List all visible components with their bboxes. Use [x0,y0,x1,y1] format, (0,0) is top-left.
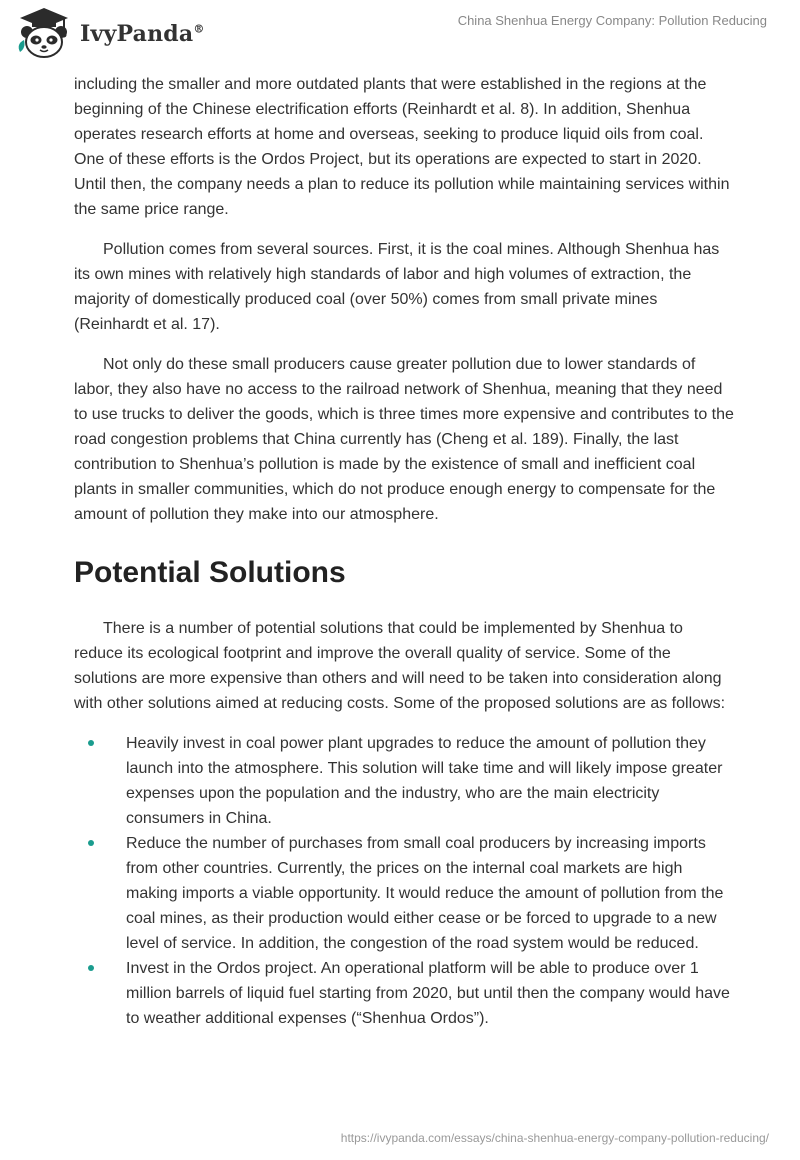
document-title: China Shenhua Energy Company: Pollution Reducing [457,13,767,28]
bullet-icon [88,965,94,971]
brand-name: IvyPanda® [80,21,205,47]
list-item [74,731,734,831]
page-header [0,0,800,72]
bullet-icon [88,840,94,846]
paragraph: Pollution comes from several sources. First, it is the coal mines. Although Shenhua has its own mines with relatively high standards of labor and high volumes of extraction, the majority of domestically produced coal (over 50%) comes from small private mines (Reinhardt et al. 17). [74,241,720,333]
list-item-text: Reduce the number of purchases from small coal producers by increasing imports from other countries. Currently, the prices on the internal coal markets are high making imports a viable opportunity. It would reduce the amount of pollution from the coal mines, as their production would either cease or be forced to upgrade to a new level of service. In addition, the congestion of the road system would be reduced. [126,835,724,952]
section-heading: Potential Solutions [74,556,346,589]
bullet-icon [88,740,94,746]
source-url-link[interactable]: https://ivypanda.com/essays/china-shenhua-energy-company-pollution-reducing/ [340,1131,769,1145]
intro-paragraph: There is a number of potential solutions that could be implemented by Shenhua to reduce its ecological footprint and improve the overall quality of service. Some of the solutions are more expensive than others and will need to be taken into consideration along with other solutions aimed at reducing costs. Some of the proposed solutions are as follows: [74,620,726,712]
solutions-list [74,731,734,1031]
paragraph: including the smaller and more outdated plants that were established in the regions at the beginning of the Chinese electrification efforts (Reinhardt et al. 8). In addition, Shenhua operates research efforts at home and overseas, seeking to produce liquid oils from coal. One of these efforts is the Ordos Project, but its operations are expected to start in 2020. Until then, the company needs a plan to reduce its pollution while maintaining services within the same price range. [74,76,730,218]
article-body [74,72,734,1031]
paragraph: Not only do these small producers cause greater pollution due to lower standards of labor, they also have no access to the railroad network of Shenhua, meaning that they need to use trucks to deliver the goods, which is three times more expensive and contributes to the road congestion problems that China currently has (Cheng et al. 189). Finally, the last contribution to Shenhua’s pollution is made by the existence of small and inefficient coal plants in smaller communities, which do not produce enough energy to compensate for the amount of pollution they make into our atmosphere. [74,356,734,523]
list-item [74,831,734,956]
list-item-text: Heavily invest in coal power plant upgrades to reduce the amount of pollution they launch into the atmosphere. This solution will take time and will likely impose greater expenses upon the population and the industry, who are the main electricity consumers in China. [126,735,723,827]
brand-logo-link[interactable] [14,6,205,62]
panda-logo-icon [14,6,74,62]
list-item-text: Invest in the Ordos project. An operational platform will be able to produce over 1 million barrels of liquid fuel starting from 2020, but until then the company would have to weather additional expenses (“Shenhua Ordos”). [126,960,730,1027]
list-item [74,956,734,1031]
